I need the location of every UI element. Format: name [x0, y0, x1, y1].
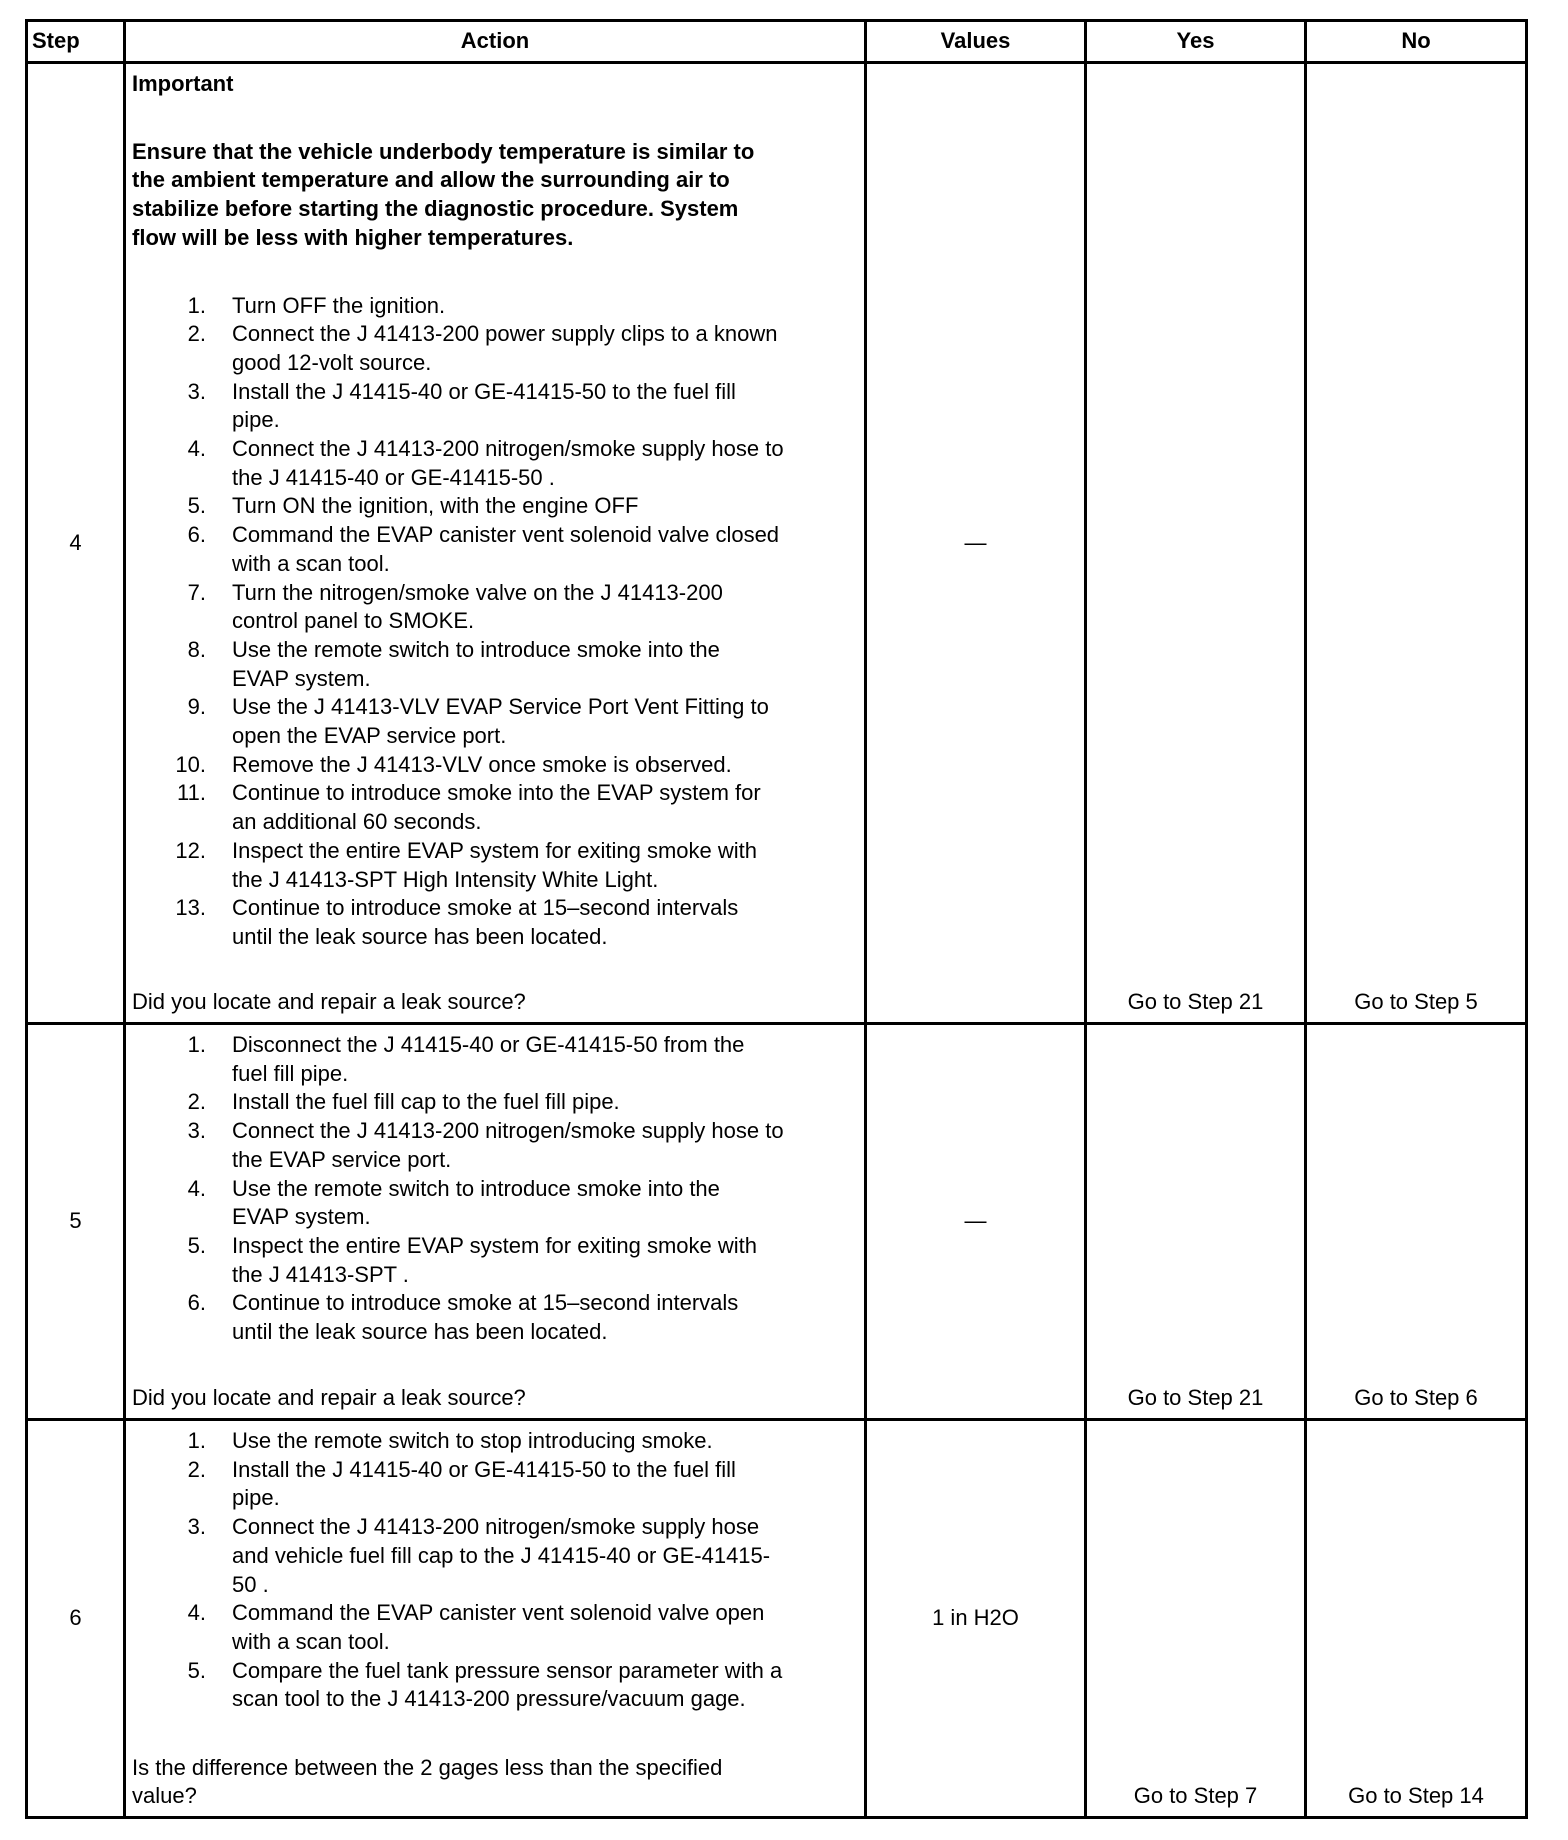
yes-link[interactable]: Go to Step 21 [1086, 63, 1306, 1024]
list-item [132, 1175, 860, 1232]
list-item [132, 779, 860, 836]
action-cell [125, 63, 866, 1024]
list-item [132, 492, 860, 521]
item-text: Install the J 41415-40 or GE-41415-50 to the fuel fill pipe. [232, 378, 736, 433]
item-number: 10. [175, 751, 206, 777]
table-row [27, 1024, 1527, 1420]
list-item [132, 435, 860, 492]
no-link[interactable]: Go to Step 14 [1306, 1420, 1527, 1818]
table-row [27, 1420, 1527, 1818]
list-item [132, 1088, 860, 1117]
action-cell [125, 1420, 866, 1818]
item-number: 4. [187, 436, 206, 462]
important-label: Important [132, 71, 234, 96]
item-number: 5. [187, 1232, 206, 1258]
item-text: Connect the J 41413-200 nitrogen/smoke supply hose and vehicle fuel fill cap to the J 41415-40 or GE-41415- 50 . [232, 1514, 771, 1597]
item-number: 13. [175, 895, 206, 921]
item-number: 5. [187, 493, 206, 519]
item-text: Turn ON the ignition, with the engine OFF [232, 493, 639, 519]
item-text: Connect the J 41413-200 power supply clips to a known good 12-volt source. [232, 321, 778, 375]
item-text: Command the EVAP canister vent solenoid valve open with a scan tool. [232, 1600, 765, 1654]
item-number: 2. [187, 321, 206, 347]
step-number: 5 [27, 1024, 125, 1420]
item-text: Use the J 41413-VLV EVAP Service Port Vent Fitting to open the EVAP service port. [232, 694, 769, 749]
list-item [132, 378, 860, 435]
value-cell: 1 in H2O [866, 1420, 1086, 1818]
list-item [132, 1456, 860, 1513]
list-item [132, 521, 860, 578]
header-yes: Yes [1086, 21, 1306, 63]
item-text: Continue to introduce smoke into the EVAP system for an additional 60 seconds. [232, 780, 761, 835]
action-list [132, 1427, 860, 1714]
yes-link[interactable]: Go to Step 7 [1086, 1420, 1306, 1818]
list-item [132, 292, 860, 321]
step-number: 4 [27, 63, 125, 1024]
important-note: Ensure that the vehicle underbody temperature is similar to the ambient temperature and allow the surrounding air to stabilize before starting the diagnostic procedure. System flow will be less with higher temperatures. [132, 138, 755, 250]
item-number: 7. [187, 579, 206, 605]
item-text: Use the remote switch to introduce smoke into the EVAP system. [232, 636, 720, 691]
list-item [132, 1289, 860, 1346]
value-cell: — [866, 63, 1086, 1024]
table-row [27, 63, 1527, 1024]
action-cell [125, 1024, 866, 1420]
item-number: 3. [187, 378, 206, 404]
item-text: Compare the fuel tank pressure sensor parameter with a scan tool to the J 41413-200 pressure/vacuum gage. [232, 1657, 783, 1712]
diagnostic-table [25, 19, 1528, 1819]
question: Did you locate and repair a leak source? [132, 1385, 526, 1411]
list-item [132, 751, 860, 780]
item-text: Command the EVAP canister vent solenoid valve closed with a scan tool. [232, 522, 780, 576]
value-cell: — [866, 1024, 1086, 1420]
list-item [132, 320, 860, 377]
step-number: 6 [27, 1420, 125, 1818]
list-item [132, 636, 860, 693]
item-text: Continue to introduce smoke at 15–second intervals until the leak source has been located. [232, 895, 739, 949]
list-item [132, 1513, 860, 1599]
header-values: Values [866, 21, 1086, 63]
item-number: 11. [177, 780, 206, 806]
item-number: 3. [187, 1514, 206, 1540]
list-item [132, 1427, 860, 1456]
item-text: Turn the nitrogen/smoke valve on the J 41413-200 control panel to SMOKE. [232, 579, 723, 634]
item-text: Turn OFF the ignition. [232, 292, 446, 318]
yes-link[interactable]: Go to Step 21 [1086, 1024, 1306, 1420]
item-number: 6. [187, 1290, 206, 1316]
list-item [132, 1031, 860, 1088]
header-row [27, 21, 1527, 63]
item-number: 4. [187, 1600, 206, 1626]
list-item [132, 894, 860, 951]
item-text: Inspect the entire EVAP system for exiting smoke with the J 41413-SPT . [232, 1232, 757, 1287]
item-number: 2. [187, 1089, 206, 1115]
question: Is the difference between the 2 gages less than the specified value? [132, 1754, 723, 1809]
item-number: 6. [187, 522, 206, 548]
no-link[interactable]: Go to Step 5 [1306, 63, 1527, 1024]
list-item [132, 579, 860, 636]
action-list [132, 292, 860, 952]
item-text: Continue to introduce smoke at 15–second intervals until the leak source has been located. [232, 1290, 739, 1345]
item-number: 1. [187, 292, 206, 318]
item-number: 4. [187, 1175, 206, 1201]
header-no: No [1306, 21, 1527, 63]
item-text: Connect the J 41413-200 nitrogen/smoke supply hose to the EVAP service port. [232, 1118, 784, 1172]
item-text: Install the J 41415-40 or GE-41415-50 to the fuel fill pipe. [232, 1456, 736, 1511]
no-link[interactable]: Go to Step 6 [1306, 1024, 1527, 1420]
item-text: Connect the J 41413-200 nitrogen/smoke supply hose to the J 41415-40 or GE-41415-50 . [232, 436, 784, 490]
item-text: Remove the J 41413-VLV once smoke is observed. [232, 751, 732, 777]
item-text: Use the remote switch to stop introducing smoke. [232, 1428, 713, 1453]
item-number: 9. [187, 694, 206, 720]
question: Did you locate and repair a leak source? [132, 989, 526, 1015]
list-item [132, 837, 860, 894]
header-action: Action [125, 21, 866, 63]
item-number: 2. [187, 1456, 206, 1482]
list-item [132, 1232, 860, 1289]
list-item [132, 1117, 860, 1174]
item-number: 1. [187, 1032, 206, 1057]
item-number: 5. [187, 1657, 206, 1683]
item-text: Disconnect the J 41415-40 or GE-41415-50 from the fuel fill pipe. [232, 1032, 745, 1086]
item-text: Inspect the entire EVAP system for exiting smoke with the J 41413-SPT High Intensity White Light. [232, 837, 757, 892]
item-text: Use the remote switch to introduce smoke into the EVAP system. [232, 1175, 720, 1230]
item-number: 8. [187, 636, 206, 662]
item-text: Install the fuel fill cap to the fuel fill pipe. [232, 1089, 620, 1115]
item-number: 1. [187, 1428, 206, 1453]
item-number: 12. [175, 837, 206, 863]
header-step: Step [27, 21, 125, 63]
action-list [132, 1031, 860, 1347]
list-item [132, 1599, 860, 1656]
list-item [132, 693, 860, 750]
list-item [132, 1657, 860, 1714]
item-number: 3. [187, 1118, 206, 1144]
